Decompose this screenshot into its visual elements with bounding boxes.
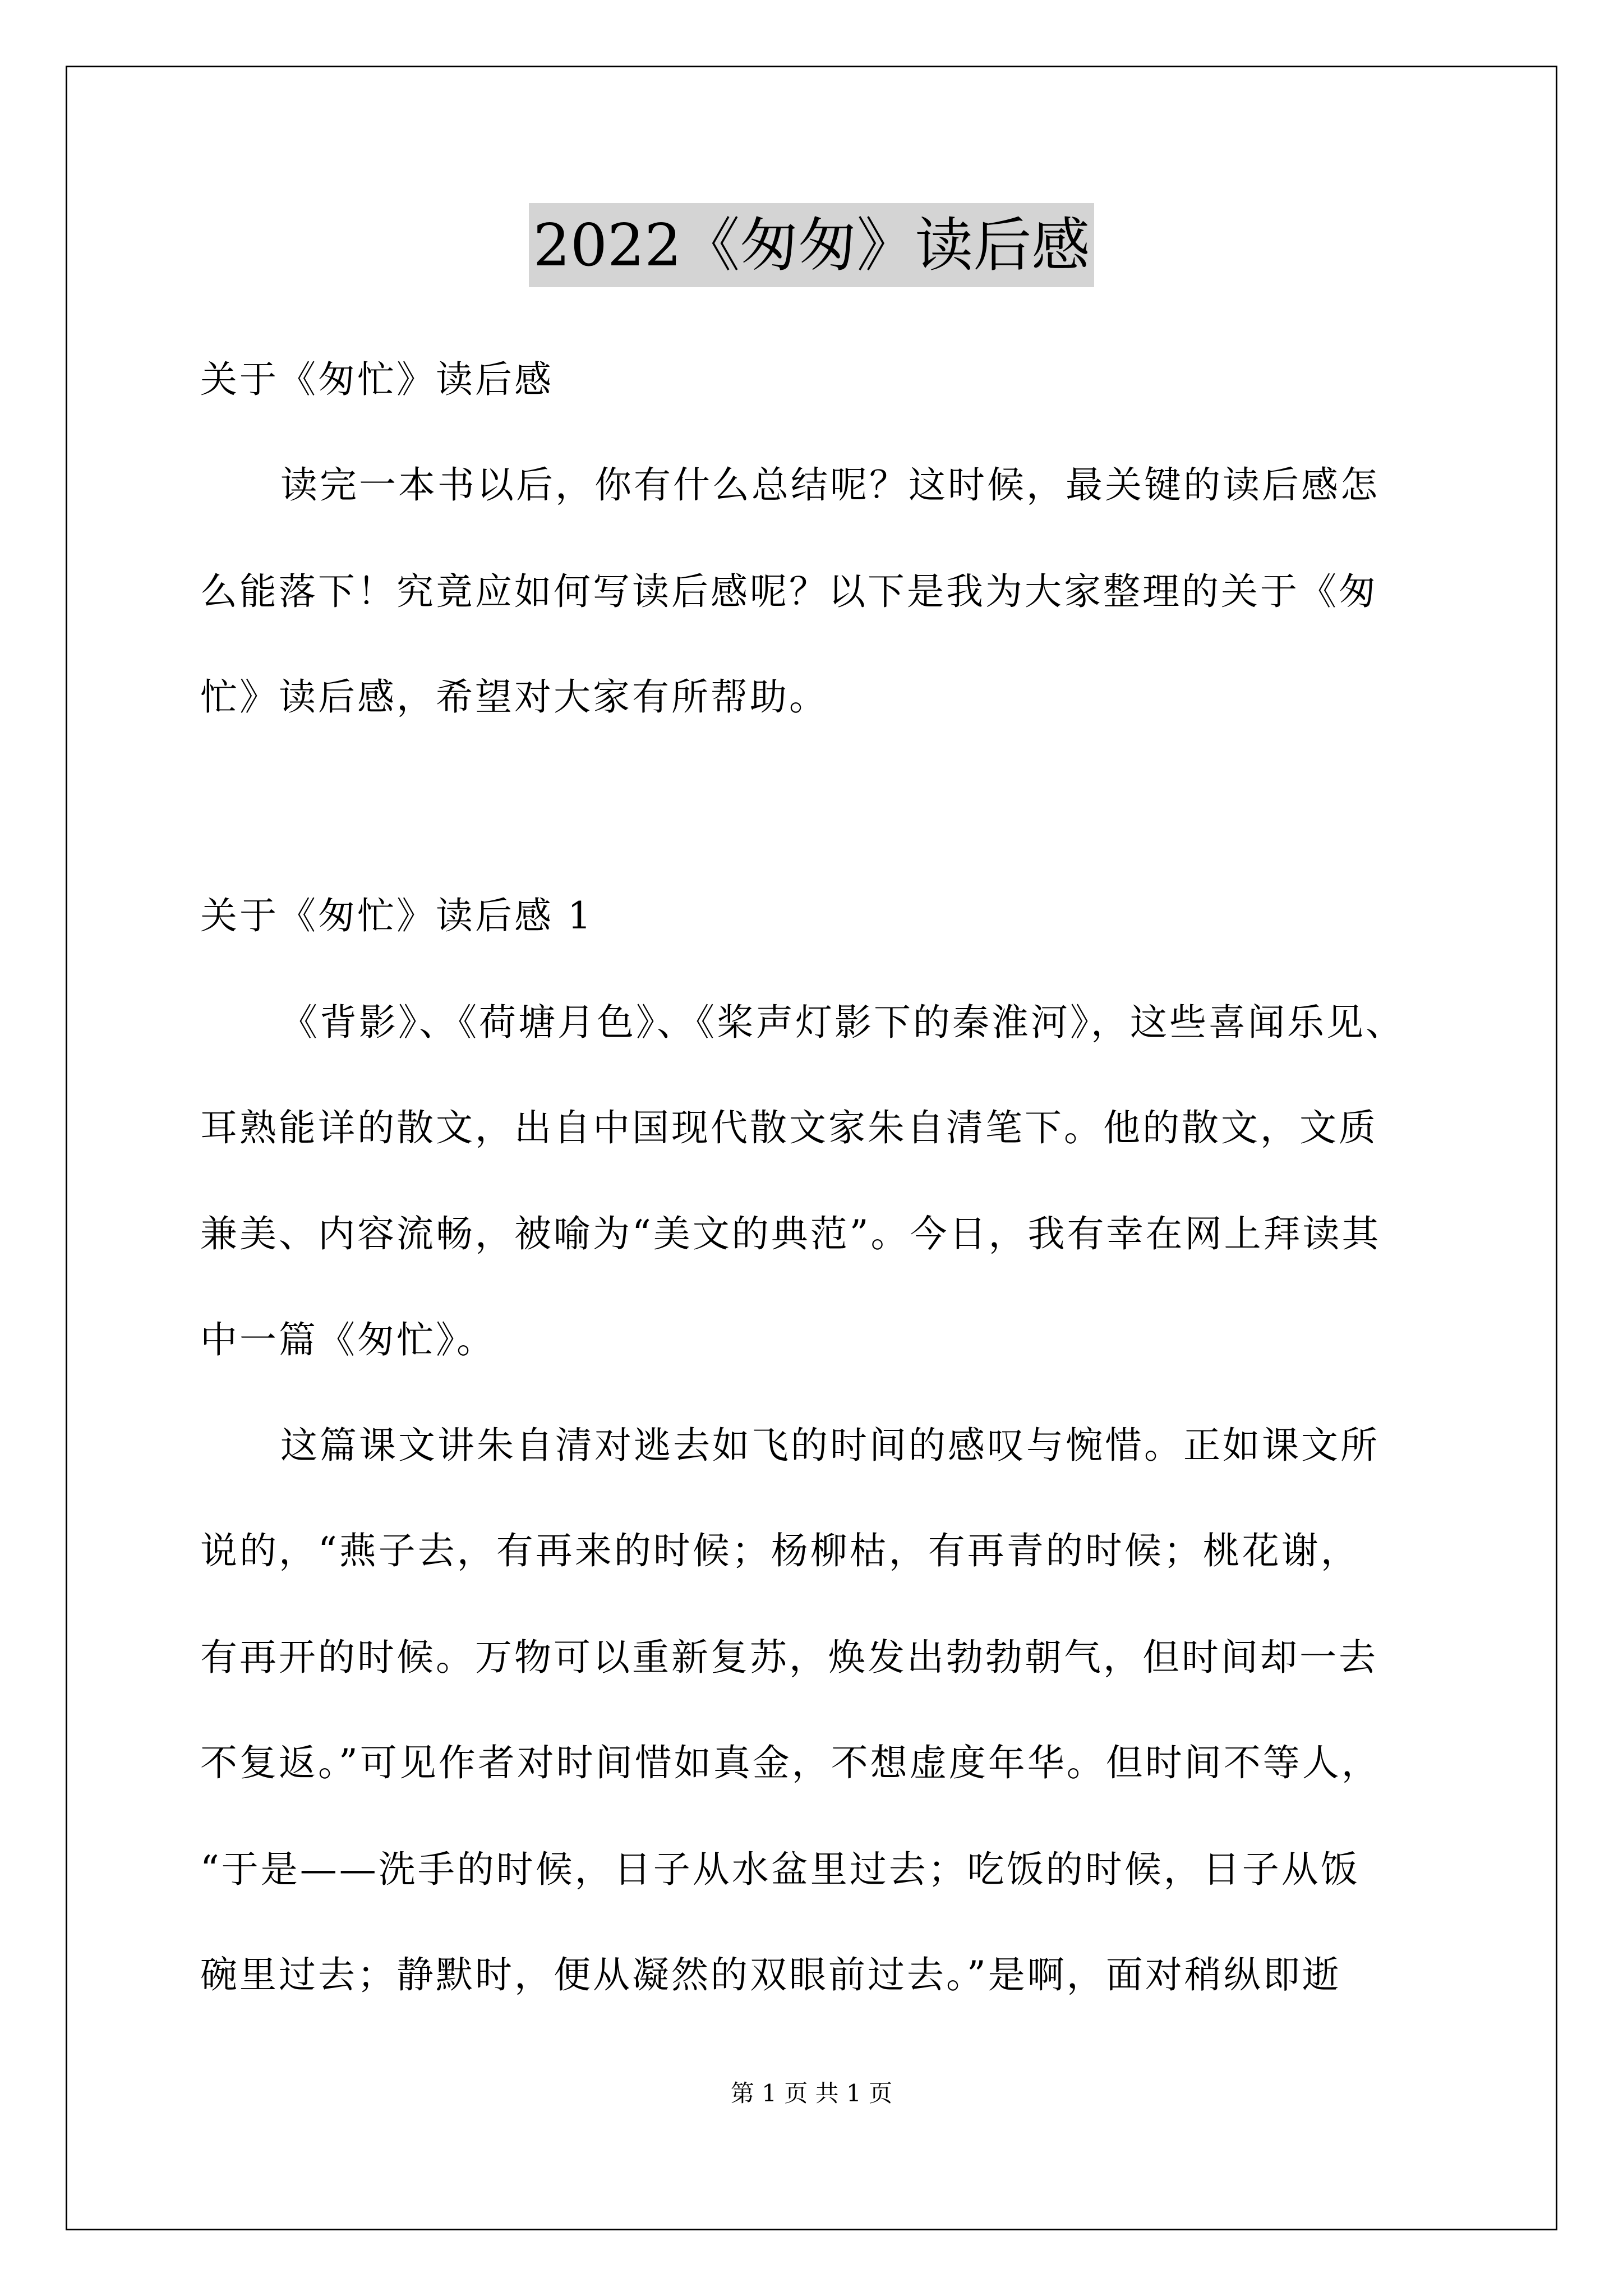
page-footer: 第 1 页 共 1 页 xyxy=(730,2079,893,2107)
paragraph-line: 忙》读后感，希望对大家有所帮助。 xyxy=(200,675,828,719)
paragraph-line: 么能落下！究竟应如何写读后感呢？以下是我为大家整理的关于《匆 xyxy=(200,570,1378,613)
paragraph-line: 碗里过去；静默时，便从凝然的双眼前过去。”是啊，面对稍纵即逝 xyxy=(200,1953,1341,1996)
paragraph-line: 有再开的时候。万物可以重新复苏，焕发出勃勃朝气，但时间却一去 xyxy=(200,1636,1378,1679)
paragraph-line: 耳熟能详的散文，出自中国现代散文家朱自清笔下。他的散文，文质 xyxy=(200,1106,1378,1149)
paragraph-line: 说的，“燕子去，有再来的时候；杨柳枯，有再青的时候；桃花谢， xyxy=(200,1529,1360,1572)
paragraph-line: 读完一本书以后，你有什么总结呢？这时候，最关键的读后感怎 xyxy=(280,463,1380,507)
document-title: 2022《匆匆》读后感 xyxy=(529,203,1095,287)
paragraph-line: 中一篇《匆忙》。 xyxy=(200,1318,496,1361)
section-heading-1: 关于《匆忙》读后感 1 xyxy=(200,894,593,937)
paragraph-line: 《背影》、《荷塘月色》、《桨声灯影下的秦淮河》，这些喜闻乐见、 xyxy=(280,1001,1405,1044)
title-container xyxy=(0,203,1623,287)
paragraph-line: 兼美、内容流畅，被喻为“美文的典范”。今日，我有幸在网上拜读其 xyxy=(200,1212,1381,1255)
paragraph-line: “于是——洗手的时候，日子从水盆里过去；吃饭的时候，日子从饭 xyxy=(200,1848,1360,1891)
paragraph-line: 这篇课文讲朱自清对逃去如飞的时间的感叹与惋惜。正如课文所 xyxy=(280,1424,1380,1467)
paragraph-line: 不复返。”可见作者对时间惜如真金，不想虚度年华。但时间不等人， xyxy=(200,1741,1381,1784)
section-heading-intro: 关于《匆忙》读后感 xyxy=(200,358,554,401)
